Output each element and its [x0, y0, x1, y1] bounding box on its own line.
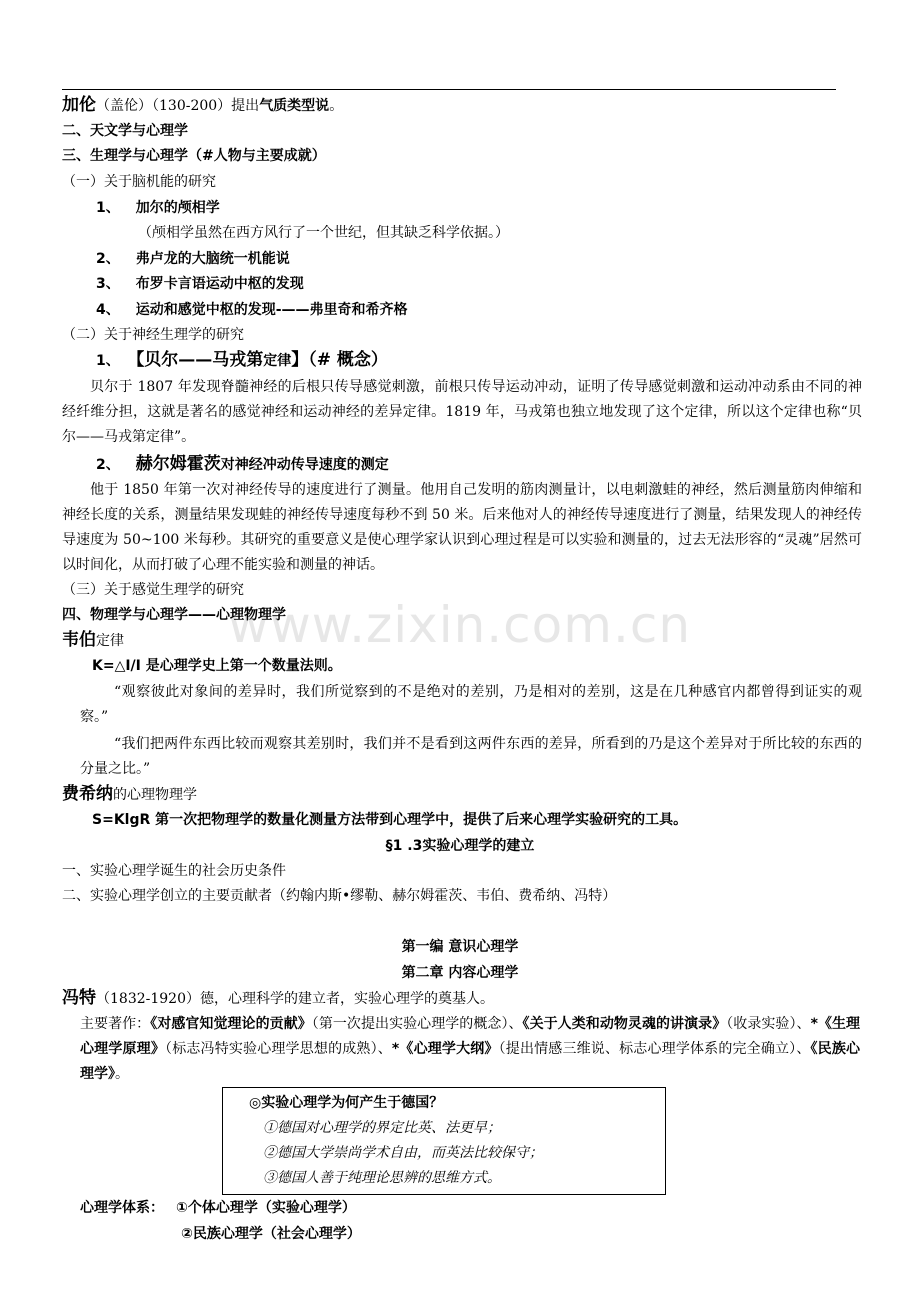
helmholtz-paragraph: 他于 1850 年第一次对神经传导的速度进行了测量。他用自己发明的筋肉测量计，以电刺激蛙的神经，然后测量筋肉伸缩和神经长度的关系，测量结果发现蛙的神经传导速度每秒不到 50 米。后来他对人的神经传导速度进行了测量，结果发现人的神经传导速度为 50~100 米每秒。其研究的重要意义是使心理学家认识到心理过程是可以实验和测量的，过去无法形容的“灵魂”居然可以时间化，从而打破了心理不能实验和测量的神话。	[62, 482, 862, 573]
exp-item-1: 一、实验心理学诞生的社会历史条件	[62, 863, 286, 879]
part-title: 第一编 意识心理学	[401, 939, 519, 955]
weber-line: 韦伯定律	[62, 630, 124, 650]
bell-paragraph: 贝尔于 1807 年发现脊髓神经的后根只传导感觉刺激，前根只传导运动冲动，证明了传导感觉刺激和运动冲动系由不同的神经纤维分担，这就是著名的感觉神经和运动神经的差异定律。1819 年，马戎第也独立地发现了这个定律，所以这个定律也称“贝尔——马戎第定律”。	[62, 379, 862, 445]
box-reason-3: ③德国人善于纯理论思辨的思维方式。	[263, 1170, 501, 1186]
germany-reason-box	[222, 1087, 666, 1195]
brain-item-3: 3、 布罗卡言语运动中枢的发现	[96, 276, 304, 292]
exp-item-2: 二、实验心理学创立的主要贡献者（约翰内斯•缪勒、赫尔姆霍茨、韦伯、费希纳、冯特）	[62, 888, 617, 904]
chapter-title: 第二章 内容心理学	[401, 965, 519, 981]
weber-formula: K=△I/I 是心理学史上第一个数量法则。	[92, 658, 342, 674]
system-line-1: 心理学体系： ①个体心理学（实验心理学）	[80, 1200, 356, 1216]
wundt-works: 主要著作：《对感官知觉理论的贡献》（第一次提出实验心理学的概念）、《关于人类和动物灵魂的讲演录》（收录实验）、*《生理心理学原理》（标志冯特实验心理学思想的成熟）、*《心理学大纲》（提出情感三维说、标志心理学体系的完全确立）、《民族心理学》。	[80, 1016, 861, 1082]
galen-paren: （盖伦）（130-200）提出	[96, 98, 260, 114]
subheading-brain: （一）关于脑机能的研究	[62, 174, 216, 190]
galen-line: 加伦（盖伦）（130-200）提出气质类型说。	[62, 95, 344, 115]
box-reason-1: ①德国对心理学的界定比英、法更早；	[263, 1120, 501, 1136]
weber-quote-2: “我们把两件东西比较而观察其差别时，我们并不是看到这两件东西的差异，所看到的乃是这个差异对于所比较的东西的分量之比。”	[80, 736, 862, 777]
system-line-2: ②民族心理学（社会心理学）	[181, 1226, 361, 1242]
galen-theory: 气质类型说	[259, 98, 330, 114]
phrenology-note: （颅相学虽然在西方风行了一个世纪，但其缺乏科学依据。）	[138, 225, 509, 241]
watermark: www.zixin.com.cn	[228, 596, 692, 654]
wundt-line: 冯特（1832-1920）德，心理科学的建立者，实验心理学的奠基人。	[62, 988, 494, 1008]
galen-name: 加伦	[62, 95, 96, 115]
brain-item-2: 2、 弗卢龙的大脑统一机能说	[96, 251, 290, 267]
box-reason-2: ②德国大学崇尚学术自由，而英法比较保守；	[263, 1145, 543, 1161]
brain-item-4: 4、 运动和感觉中枢的发现-——弗里奇和希齐格	[96, 302, 408, 318]
box-title: ◎实验心理学为何产生于德国？	[249, 1095, 444, 1111]
fechner-line: 费希纳的心理物理学	[62, 784, 197, 804]
header-rule	[62, 89, 836, 90]
fechner-formula: S=KlgR 第一次把物理学的数量化测量方法带到心理学中，提供了后来心理学实验研究的工具。	[92, 812, 688, 828]
heading-physics: 四、物理学与心理学——心理物理学	[62, 607, 286, 623]
heading-astronomy: 二、天文学与心理学	[62, 123, 188, 139]
bell-heading: 1、 【贝尔——马戎第定律】（# 概念）	[96, 350, 388, 370]
heading-physiology: 三、生理学与心理学（#人物与主要成就）	[62, 148, 326, 164]
helmholtz-heading: 2、 赫尔姆霍茨对神经冲动传导速度的测定	[96, 454, 389, 474]
subheading-neuro: （二）关于神经生理学的研究	[62, 327, 244, 343]
brain-item-1: 1、 加尔的颅相学	[96, 200, 220, 216]
section-1-3-title: §1 .3实验心理学的建立	[385, 838, 535, 854]
weber-quote-1: “观察彼此对象间的差异时，我们所觉察到的不是绝对的差别，乃是相对的差别，这是在几种感官内都曾得到证实的观察。”	[80, 684, 862, 725]
subheading-sensory: （三）关于感觉生理学的研究	[62, 582, 244, 598]
